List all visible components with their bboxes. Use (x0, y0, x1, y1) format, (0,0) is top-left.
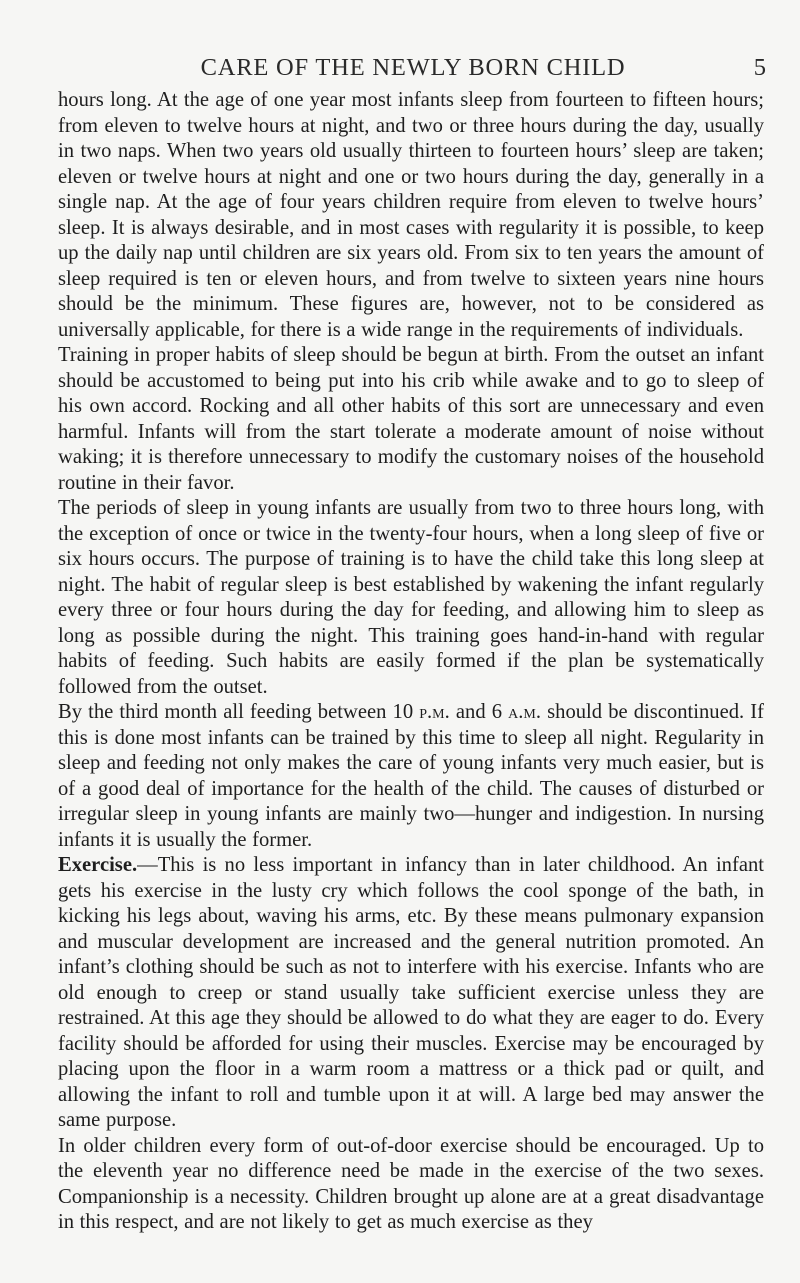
paragraph-outdoor-exercise: In older children every form of out-of-door exercise should be encouraged. Up to the eleventh year no difference need be made in the exercise of the two sexes. Companionship is a necessity. Children brought up alone are at a great disadvantage in this respect, and are not likely to get as much exercise as they (58, 1134, 764, 1233)
paragraph-sleep-periods: The periods of sleep in young infants are usually from two to three hours long, with the exception of once or twice in the twenty-four hours, when a long sleep of five or six hours occurs. The purpose of training is to have the child take this long sleep at night. The habit of regular sleep is best established by wakening the infant regularly every three or four hours during the day for feeding, and allowing him to sleep as long as possible during the night. This training goes hand-in-hand with regular habits of feeding. Such habits are easily formed if the plan be systematically followed from the outset. (58, 497, 764, 698)
exercise-text: —This is no less important in infancy than in later childhood. An infant gets his exercise in the lusty cry which follows the cool sponge of the bath, in kicking his legs about, waving his arms, etc. By these means pulmonary expansion and muscular development are increased and the general nutrition promoted. An infant’s clothing should be such as not to interfere with his exercise. Infants who are old enough to creep or stand usually take sufficient exercise unless they are restrained. At this age they should be allowed to do what they are eager to do. Every facility should be afforded for using their muscles. Exercise may be encouraged by placing upon the floor in a warm room a mattress or a thick pad or quilt, and allowing the infant to roll and tumble upon it at will. A large bed may answer the same purpose. (58, 854, 764, 1131)
pm-abbreviation: p.m. (419, 701, 450, 723)
paragraph-night-feeding (58, 700, 764, 853)
night-feeding-text-middle: and 6 (449, 701, 509, 723)
paragraph-sleep-training: Training in proper habits of sleep should be begun at birth. From the outset an infant should be accustomed to being put into his crib while awake and to go to sleep of his own accord. Rocking and all other habits of this sort are unnecessary and even harmful. Infants will from the start tolerate a moderate amount of noise without waking; it is therefore unnecessary to modify the customary noises of the household routine in their favor. (58, 344, 764, 494)
running-head: CARE OF THE NEWLY BORN CHILD (200, 54, 626, 81)
night-feeding-text-end: should be discontinued. If this is done most infants can be trained by this time to sleep all night. Regularity in sleep and feeding not only makes the care of young infants very much easier, but is of a good deal of importance for the health of the child. The causes of disturbed or irregular sleep in young infants are mainly two—hunger and indigestion. In nursing infants it is usually the former. (58, 701, 764, 851)
night-feeding-text-start: By the third month all feeding between 10 (58, 701, 420, 723)
am-abbreviation: a.m. (508, 701, 542, 723)
exercise-heading: Exercise. (58, 854, 138, 876)
page-header (60, 54, 766, 84)
paragraph-sleep-duration: hours long. At the age of one year most infants sleep from fourteen to fifteen hours; from eleven to twelve hours at night, and two or three hours during the day, usually in two naps. When two years old usually thirteen to fourteen hours’ sleep are taken; eleven or twelve hours at night and one or two hours during the day, generally in a single nap. At the age of four years children require from eleven to twelve hours’ sleep. It is always desirable, and in most cases with regularity it is possible, to keep up the daily nap until children are six years old. From six to ten years the amount of sleep required is ten or eleven hours, and from twelve to sixteen years nine hours should be the minimum. These figures are, however, not to be considered as universally applicable, for there is a wide range in the requirements of individuals. (58, 89, 764, 341)
body-text (58, 88, 764, 1236)
paragraph-exercise (58, 853, 764, 1134)
page-number: 5 (753, 54, 766, 81)
